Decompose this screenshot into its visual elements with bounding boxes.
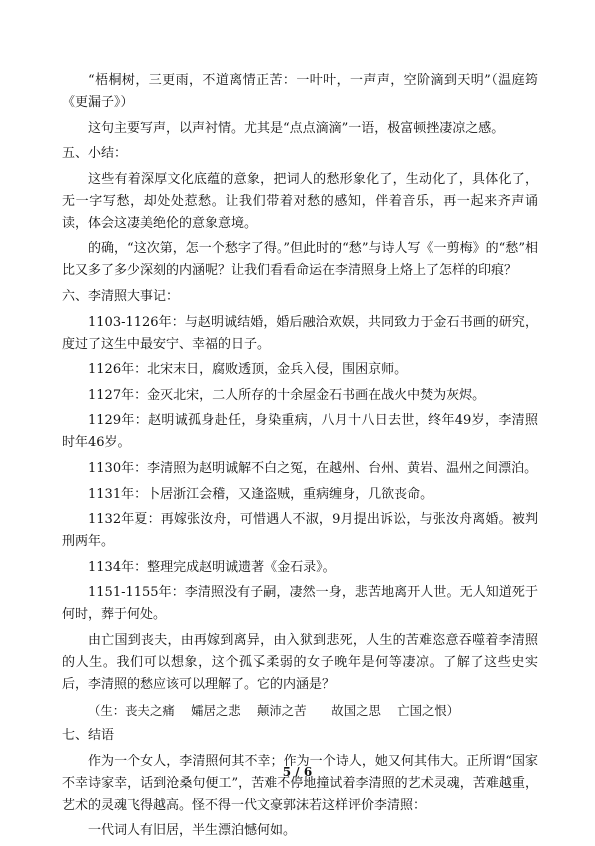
timeline-entry: 1134年：整理完成赵明诚遗著《金石录》。 <box>88 559 336 575</box>
paragraph: 由亡国到丧夫，由再嫁到离异，由入狱到悲死，人生的苦难恣意吞噬着李清照的人生。我们可以想象，这个孤孓柔弱的女子晚年是何等凄凉。了解了这些史实后，李清照的愁应该可以理解了。它的内涵是？ <box>62 632 538 692</box>
timeline-entry: 1132年夏：再嫁张汝舟，可惜遇人不淑，9月提出诉讼，与张汝舟离婚。被判刑两年。 <box>62 512 538 550</box>
paragraph: 作为一个女人，李清照何其不幸；作为一个诗人，她又何其伟大。正所谓“国家不幸诗家幸，话到沧桑句便工”，苦难不停地撞试着李清照的艺术灵魂，苦难越重，艺术的灵魂飞得越高。怪不得一代文豪郭沫若这样评价李清照： <box>62 753 538 813</box>
paragraph: “梧桐树，三更雨，不道离情正苦：一叶叶，一声声，空阶滴到天明”（温庭筠《更漏子》） <box>62 73 538 110</box>
section-heading: 五、小结： <box>62 146 128 162</box>
timeline-entry: 1127年：金灭北宋，二人所存的十余屋金石书画在战火中焚为灰烬。 <box>88 387 486 403</box>
timeline-entry: 1131年：卜居浙江会稽，又逢盗贼，重病缠身，几欲丧命。 <box>88 486 434 502</box>
student-answer-tags: （生：丧夫之痛 孀居之悲 颠沛之苦 故国之思 亡国之恨） <box>88 702 460 718</box>
paragraph: 的确，“这次第，怎一个愁字了得。”但此时的“愁”与诗人写《一剪梅》的“愁”相比又多了多少深刻的内涵呢？让我们看看命运在李清照身上烙上了怎样的印痕？ <box>62 241 538 279</box>
timeline-entry: 1129年：赵明诚孤身赴任，身染重病，八月十八日去世，终年49岁，李清照时年46岁。 <box>62 413 538 451</box>
timeline-entry: 1103-1126年：与赵明诚结婚，婚后融洽欢娱，共同致力于金石书画的研究，度过了这生中最安宁、幸福的日子。 <box>62 314 538 352</box>
section-heading: 七、结语 <box>62 728 115 744</box>
poem-line: 一代词人有旧居，半生漂泊憾何如。 <box>88 823 297 839</box>
timeline-entry: 1151-1155年：李清照没有子嗣，凄然一身，悲苦地离开人世。无人知道死于何时，葬于何处。 <box>62 585 538 623</box>
document-body <box>62 70 538 846</box>
paragraph: 这句主要写声，以声衬情。尤其是“点点滴滴”一语，极富顿挫凄凉之感。 <box>88 120 505 136</box>
timeline-entry: 1130年：李清照为赵明诚解不白之冤，在越州、台州、黄岩、温州之间漂泊。 <box>88 460 538 476</box>
paragraph: 这些有着深厚文化底蕴的意象，把词人的愁形象化了，生动化了，具体化了，无一字写愁，却处处惹愁。让我们带着对愁的感知，伴着音乐，再一起来齐声诵读，体会这凄美绝伦的意象意境。 <box>62 171 538 231</box>
timeline-entry: 1126年：北宋末日，腐败透顶，金兵入侵，围困京师。 <box>88 362 408 378</box>
section-heading: 六、李清照大事记： <box>62 288 180 304</box>
page-number: 5 / 6 <box>282 765 313 779</box>
